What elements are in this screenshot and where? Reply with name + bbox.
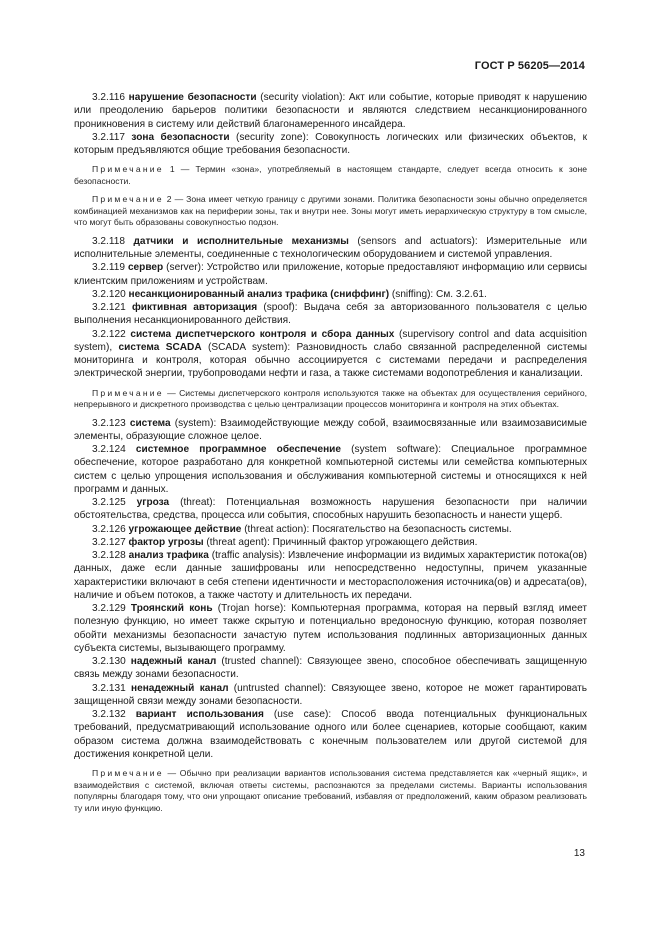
definition-3-2-124: 3.2.124 системное программное обеспечение (system software): Специальное программное обеспечение, которое разработано для конкретной компьютерной системы или семейства компьютерных систем с целью упрощения использования и обслуживания компьютерной системы и относящихся к ней программ и данных. xyxy=(74,444,587,495)
definition-3-2-119: 3.2.119 сервер (server): Устройство или приложение, которые предоставляют информацию или сервисы клиентским приложениям и устройствам. xyxy=(74,262,587,287)
definition-3-2-130: 3.2.130 надежный канал (trusted channel): Связующее звено, способное обеспечивать защищенную связь между зонами безопасности. xyxy=(74,656,587,681)
definition-3-2-117: 3.2.117 зона безопасности (security zone): Совокупность логических или физических объектов, к которым предъявляются общие требования безопасности. xyxy=(74,131,587,156)
definition-3-2-128: 3.2.128 анализ трафика (traffic analysis): Извлечение информации из видимых характеристик потока(ов) данных, даже если данные зашифрованы или непосредственно недоступны, причем указанные характеристики включают в себя степени идентичности и месторасположения источника(ов) и адресата(ов), наличие и объем потоков, а также частоту и длительность их передачи. xyxy=(74,550,587,601)
definition-3-2-123: 3.2.123 система (system): Взаимодействующие между собой, взаимосвязанные или взаимозависимые элементы, образующие сложное целое. xyxy=(74,417,588,442)
definition-3-2-120: 3.2.120 несанкционированный анализ трафика (сниффинг) (sniffing): См. 3.2.61. xyxy=(92,288,487,300)
page-number: 13 xyxy=(573,848,585,859)
standard-number-header: ГОСТ Р 56205—2014 xyxy=(474,60,585,72)
definition-3-2-116: 3.2.116 нарушение безопасности (security violation): Акт или событие, которые приводят к нарушению или преодолению барьеров политики безопасности и являются следствием несанкционированного проникновения в систему или действий благонамеренного инсайдера. xyxy=(74,92,587,130)
definition-3-2-131: 3.2.131 ненадежный канал (untrusted channel): Связующее звено, которое не может гарантировать защищенной связи между зонами безопасности. xyxy=(74,682,587,707)
definition-3-2-132: 3.2.132 вариант использования (use case): Способ ввода потенциальных функциональных требований, предусматривающий использование одного или более сценариев, которые сообщают, каким образом система должна взаимодействовать с конечным пользователем или другой системой для достижения конкретной цели. xyxy=(74,709,587,760)
definition-3-2-127: 3.2.127 фактор угрозы (threat agent): Причинный фактор угрожающего действия. xyxy=(92,536,478,548)
definition-3-2-129: 3.2.129 Троянский конь (Trojan horse): Компьютерная программа, которая на первый взгляд имеет полезную функцию, но имеет также скрытую и потенциально вредоносную функцию, которая позволяет обойти механизмы безопасности зачастую путем использования подлинных авторизационных данных субъекта системы, вызывающего программу. xyxy=(74,603,587,654)
definitions-body xyxy=(74,91,587,820)
definition-3-2-118: 3.2.118 датчики и исполнительные механизмы (sensors and actuators): Измерительные или исполнительные элементы, соединенные с технологическим оборудованием и системой управления. xyxy=(74,235,587,260)
note-2-3-2-117: Примечание 2 — Зона имеет четкую границу с другими зонами. Политика безопасности зоны обычно определяется комбинацией механизмов как на периферии зоны, так и внутри нее. Зоны могут иметь иерархическую структуру в том смысле, что могут быть образованы совокупностью подзон. xyxy=(74,194,587,228)
definition-3-2-125: 3.2.125 угроза (threat): Потенциальная возможность нарушения безопасности при наличии обстоятельства, средства, процесса или события, способных нарушить безопасность и нанести ущерб. xyxy=(74,497,587,522)
definition-3-2-126: 3.2.126 угрожающее действие (threat action): Посягательство на безопасность системы. xyxy=(92,523,512,535)
note-3-2-122: Примечание — Системы диспетчерского контроля используются также на объектах для осуществления серийного, непрерывного и дискретного производства с целью централизации процессов мониторинга и контроля на этих объектах. xyxy=(74,387,587,409)
note-3-2-132: Примечание — Обычно при реализации вариантов использования система представляется как «черный ящик», и взаимодействия с системой, включая ответы системы, распознаются за пределами системы. Варианты использования популярны благодаря тому, что они упрощают описание требований, избавляя от предположений, каким образом реализовать ту или иную функцию. xyxy=(74,768,587,813)
definition-3-2-122: 3.2.122 система диспетчерского контроля и сбора данных (supervisory control and data acquisition system), система SCADA (SCADA system): Разновидность слабо связанной распределенной системы мониторинга и контроля, которая обычно ассоциируется с системами передачи и распределения электрической энергии, трубопроводами нефти и газа, а также системами водопотребления и канализации. xyxy=(74,328,588,380)
definition-3-2-121: 3.2.121 фиктивная авторизация (spoof): Выдача себя за авторизованного пользователя с целью выполнения несанкционированного действия. xyxy=(74,302,587,327)
note-1-3-2-117: Примечание 1 — Термин «зона», употребляемый в настоящем стандарте, следует всегда относить к зоне безопасности. xyxy=(74,164,587,186)
